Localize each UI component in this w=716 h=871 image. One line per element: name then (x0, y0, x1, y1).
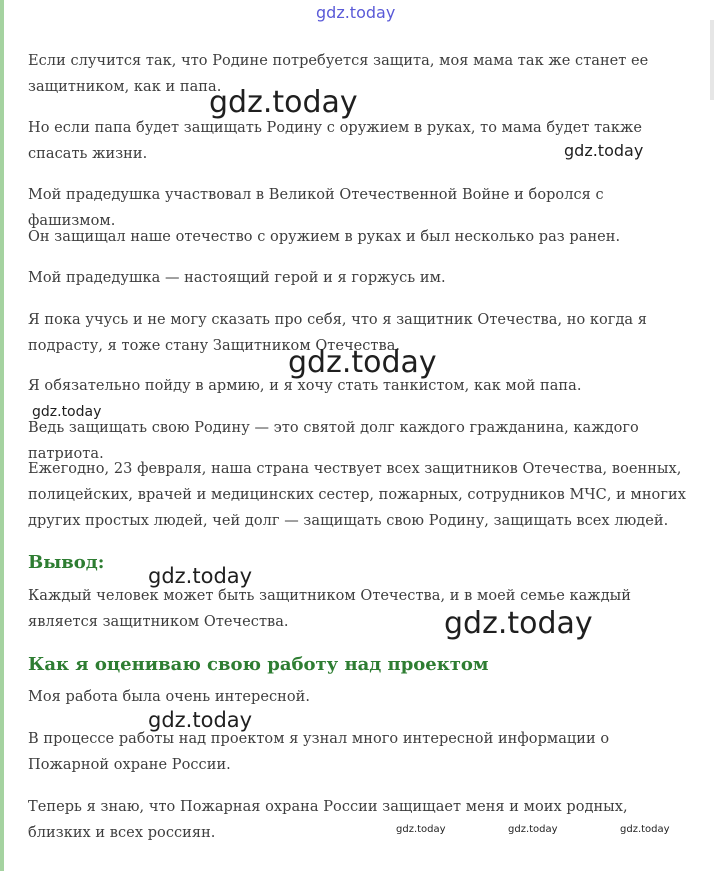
paragraph: Теперь я знаю, что Пожарная охрана России защищает меня и моих родных, близких и всех россиян. (28, 799, 628, 841)
watermark: gdz.today (288, 345, 437, 380)
evaluation-heading: Как я оцениваю свою работу над проектом (28, 654, 489, 675)
paragraph: Я пока учусь и не могу сказать про себя, что я защитник Отечества, но когда я подрасту, я тоже стану Защитником Отечества. (28, 312, 647, 354)
watermark: gdz.today (508, 824, 558, 835)
paragraph: В процессе работы над проектом я узнал много интересной информации о Пожарной охране России. (28, 731, 610, 773)
left-border (0, 0, 4, 871)
paragraph: Он защищал наше отечество с оружием в руках и был несколько раз ранен. (28, 229, 621, 245)
watermark: gdz.today (32, 404, 102, 420)
watermark-top: gdz.today (316, 3, 396, 22)
paragraph: Моя работа была очень интересной. (28, 689, 311, 705)
watermark: gdz.today (148, 708, 253, 732)
scrollbar[interactable] (710, 20, 714, 100)
conclusion-heading: Вывод: (28, 552, 105, 573)
watermark: gdz.today (148, 564, 253, 588)
watermark: gdz.today (396, 824, 446, 835)
conclusion-text: Каждый человек может быть защитником Отечества, и в моей семье каждый является защитником Отечества. (28, 588, 631, 630)
paragraph: Мой прадедушка — настоящий герой и я горжусь им. (28, 270, 446, 286)
paragraph: Но если папа будет защищать Родину с оружием в руках, то мама будет также спасать жизни. (28, 120, 642, 162)
watermark: gdz.today (620, 824, 670, 835)
paragraph: Если случится так, что Родине потребуется защита, моя мама так же станет ее защитником, как и папа. (28, 53, 649, 95)
watermark: gdz.today (209, 85, 358, 120)
paragraph: Ведь защищать свою Родину — это святой долг каждого гражданина, каждого патриота. (28, 420, 639, 462)
watermark: gdz.today (564, 141, 644, 160)
watermark: gdz.today (444, 606, 593, 641)
paragraph: Я обязательно пойду в армию, и я хочу стать танкистом, как мой папа. (28, 378, 582, 394)
paragraph: Мой прадедушка участвовал в Великой Отечественной Войне и боролся с фашизмом. (28, 187, 604, 229)
paragraph: Ежегодно, 23 февраля, наша страна чествует всех защитников Отечества, военных, полицейских, врачей и медицинских сестер, пожарных, сотрудников МЧС, и многих других простых людей, чей долг — защищать свою Родину, защищать всех людей. (28, 461, 686, 529)
